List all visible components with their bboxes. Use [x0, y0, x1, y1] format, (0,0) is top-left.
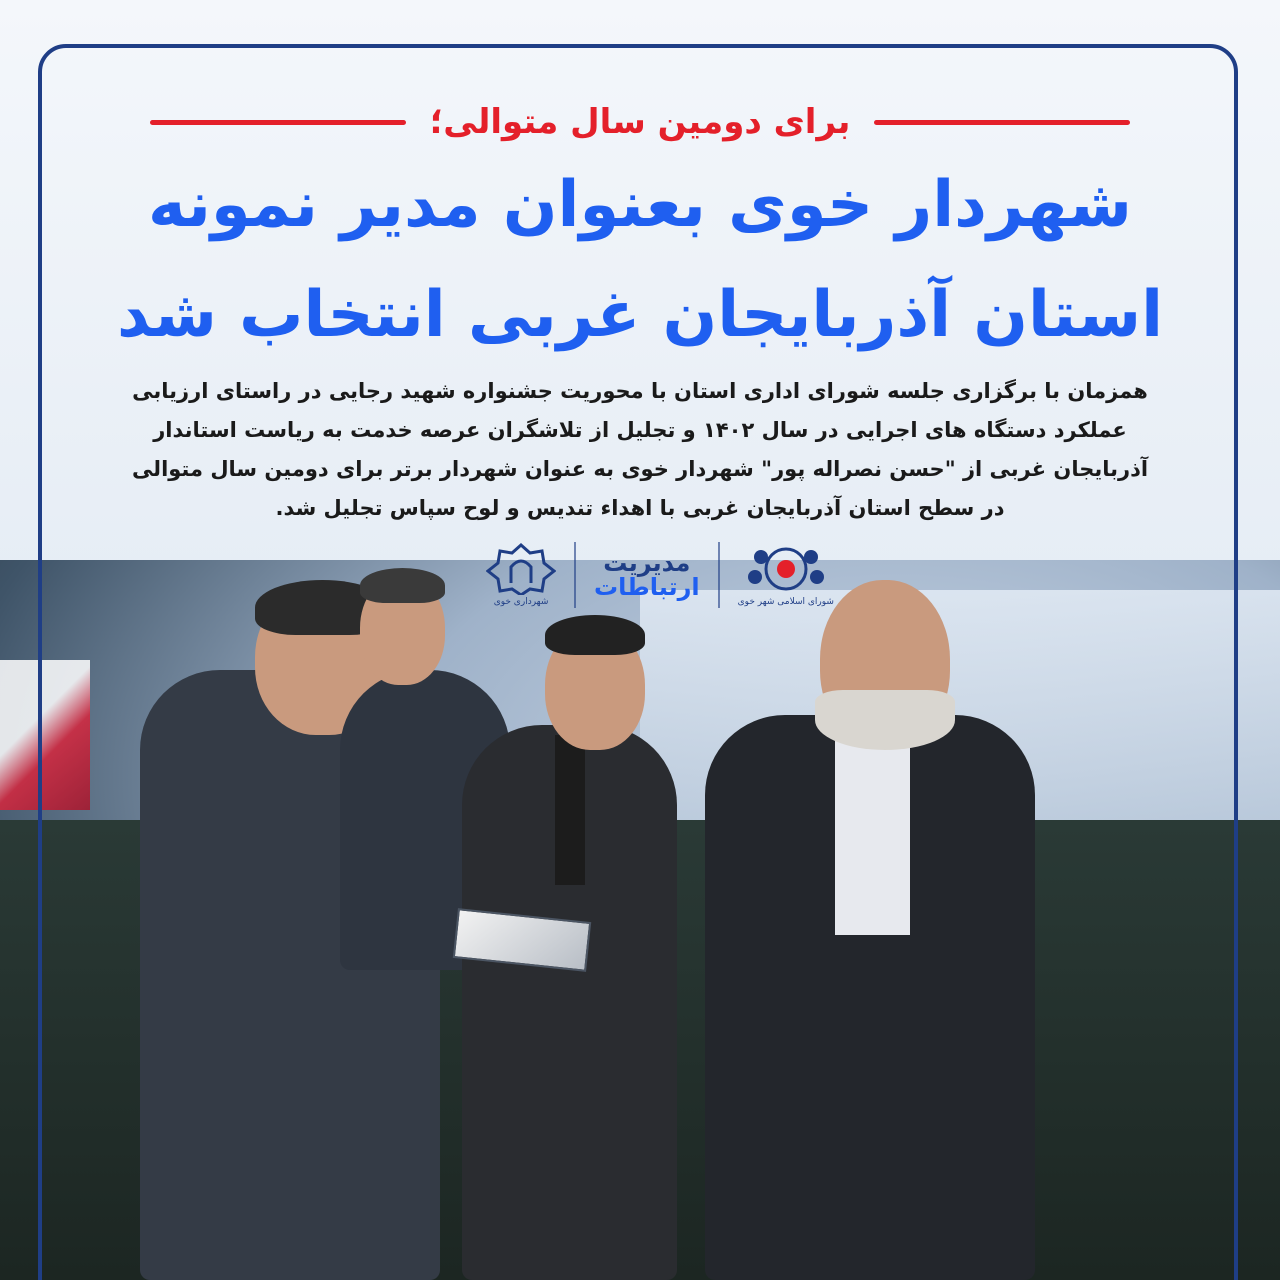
red-rule-left — [150, 120, 406, 125]
logo-bar — [470, 535, 850, 615]
headline-line-2: استان آذربایجان غربی انتخاب شد — [116, 278, 1164, 352]
council-logo — [738, 543, 834, 607]
body-line-1: همزمان با برگزاری جلسه شورای اداری استان با محوریت جشنواره شهید رجایی در راستای ارزیابی — [132, 379, 1148, 403]
comms-word-1: مدیریت — [603, 549, 691, 577]
logo-separator — [574, 542, 576, 608]
logo-separator — [718, 542, 720, 608]
body-line-4: در سطح استان آذربایجان غربی با اهداء تندیس و لوح سپاس تجلیل شد. — [275, 496, 1005, 520]
headline-line-1: شهردار خوی بعنوان مدیر نمونه — [148, 168, 1132, 242]
kicker: برای دومین سال متوالی؛ — [429, 102, 851, 142]
body-line-3: آذربایجان غربی از "حسن نصراله پور" شهردار خوی به عنوان شهردار برتر برای دومین سال متوالی — [131, 457, 1149, 481]
municipality-emblem-icon — [486, 543, 556, 595]
comms-word-2: ارتباطات — [594, 573, 700, 601]
kicker-row — [150, 100, 1130, 144]
municipality-caption: شهرداری خوی — [493, 597, 549, 607]
municipality-logo — [486, 543, 556, 607]
red-rule-right — [874, 120, 1130, 125]
body-text — [110, 372, 1170, 528]
body-line-2: عملکرد دستگاه های اجرایی در سال ۱۴۰۲ و تجلیل از تلاشگران عرصه خدمت به ریاست استاندار — [153, 418, 1127, 442]
council-emblem-icon — [741, 543, 831, 595]
council-caption: شورای اسلامی شهر خوی — [737, 597, 834, 607]
comms-logo — [594, 551, 700, 599]
